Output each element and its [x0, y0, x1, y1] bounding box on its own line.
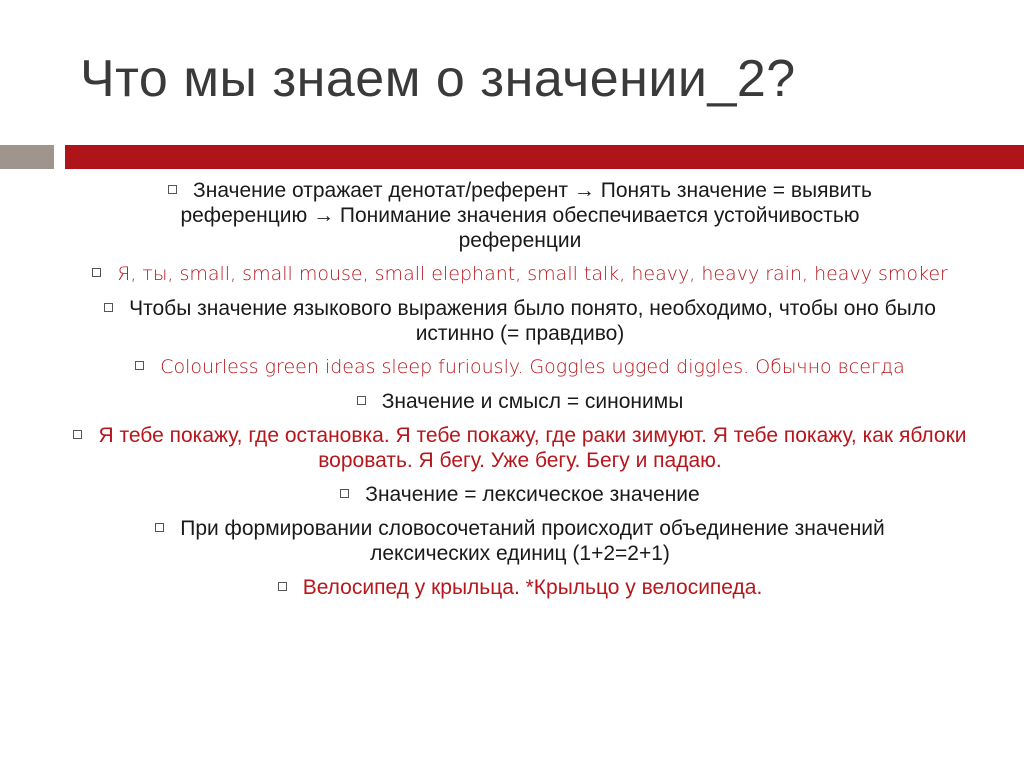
bullet-item-9: [70, 575, 970, 600]
bullet-text: Значение = лексическое значение: [365, 483, 700, 506]
bullet-item-3: [70, 296, 970, 346]
bullet-text: Значение и смысл = синонимы: [381, 390, 684, 413]
bullet-item-1: [70, 178, 970, 253]
square-bullet-icon: [278, 582, 287, 591]
header-accent-gray-bar: [0, 145, 54, 169]
bullet-item-6: [70, 423, 970, 473]
bullet-item-2: [70, 262, 970, 287]
slide-title: Что мы знаем о значении_2?: [80, 50, 796, 108]
bullet-text: Велосипед у крыльца. *Крыльцо у велосипеда.: [302, 576, 763, 599]
square-bullet-icon: [92, 268, 101, 277]
bullet-item-7: [70, 482, 970, 507]
bullet-text: Colourless green ideas sleep furiously. Goggles ugged diggles. Обычно всегда: [160, 356, 905, 378]
bullet-list: [70, 178, 970, 609]
square-bullet-icon: [135, 361, 144, 370]
bullet-item-5: [70, 389, 970, 414]
square-bullet-icon: [104, 303, 113, 312]
bullet-item-4: [70, 355, 970, 380]
square-bullet-icon: [340, 489, 349, 498]
bullet-text: Чтобы значение языкового выражения было понято, необходимо, чтобы оно было истинно (= правдиво): [129, 297, 936, 345]
square-bullet-icon: [73, 430, 82, 439]
square-bullet-icon: [357, 396, 366, 405]
bullet-text: При формировании словосочетаний происходит объединение значений лексических единиц (1+2=2+1): [180, 517, 885, 565]
header-accent-red-bar: [65, 145, 1024, 169]
square-bullet-icon: [155, 523, 164, 532]
bullet-item-8: [70, 516, 970, 566]
square-bullet-icon: [168, 185, 177, 194]
bullet-text: Значение отражает денотат/референт → Понять значение = выявить референцию → Понимание значения обеспечивается устойчивостью референции: [180, 179, 872, 252]
bullet-text: Я тебе покажу, где остановка. Я тебе покажу, где раки зимуют. Я тебе покажу, как яблоки воровать. Я бегу. Уже бегу. Бегу и падаю.: [98, 424, 967, 472]
bullet-text: Я, ты, small, small mouse, small elephant, small talk, heavy, heavy rain, heavy smoker: [117, 263, 948, 285]
